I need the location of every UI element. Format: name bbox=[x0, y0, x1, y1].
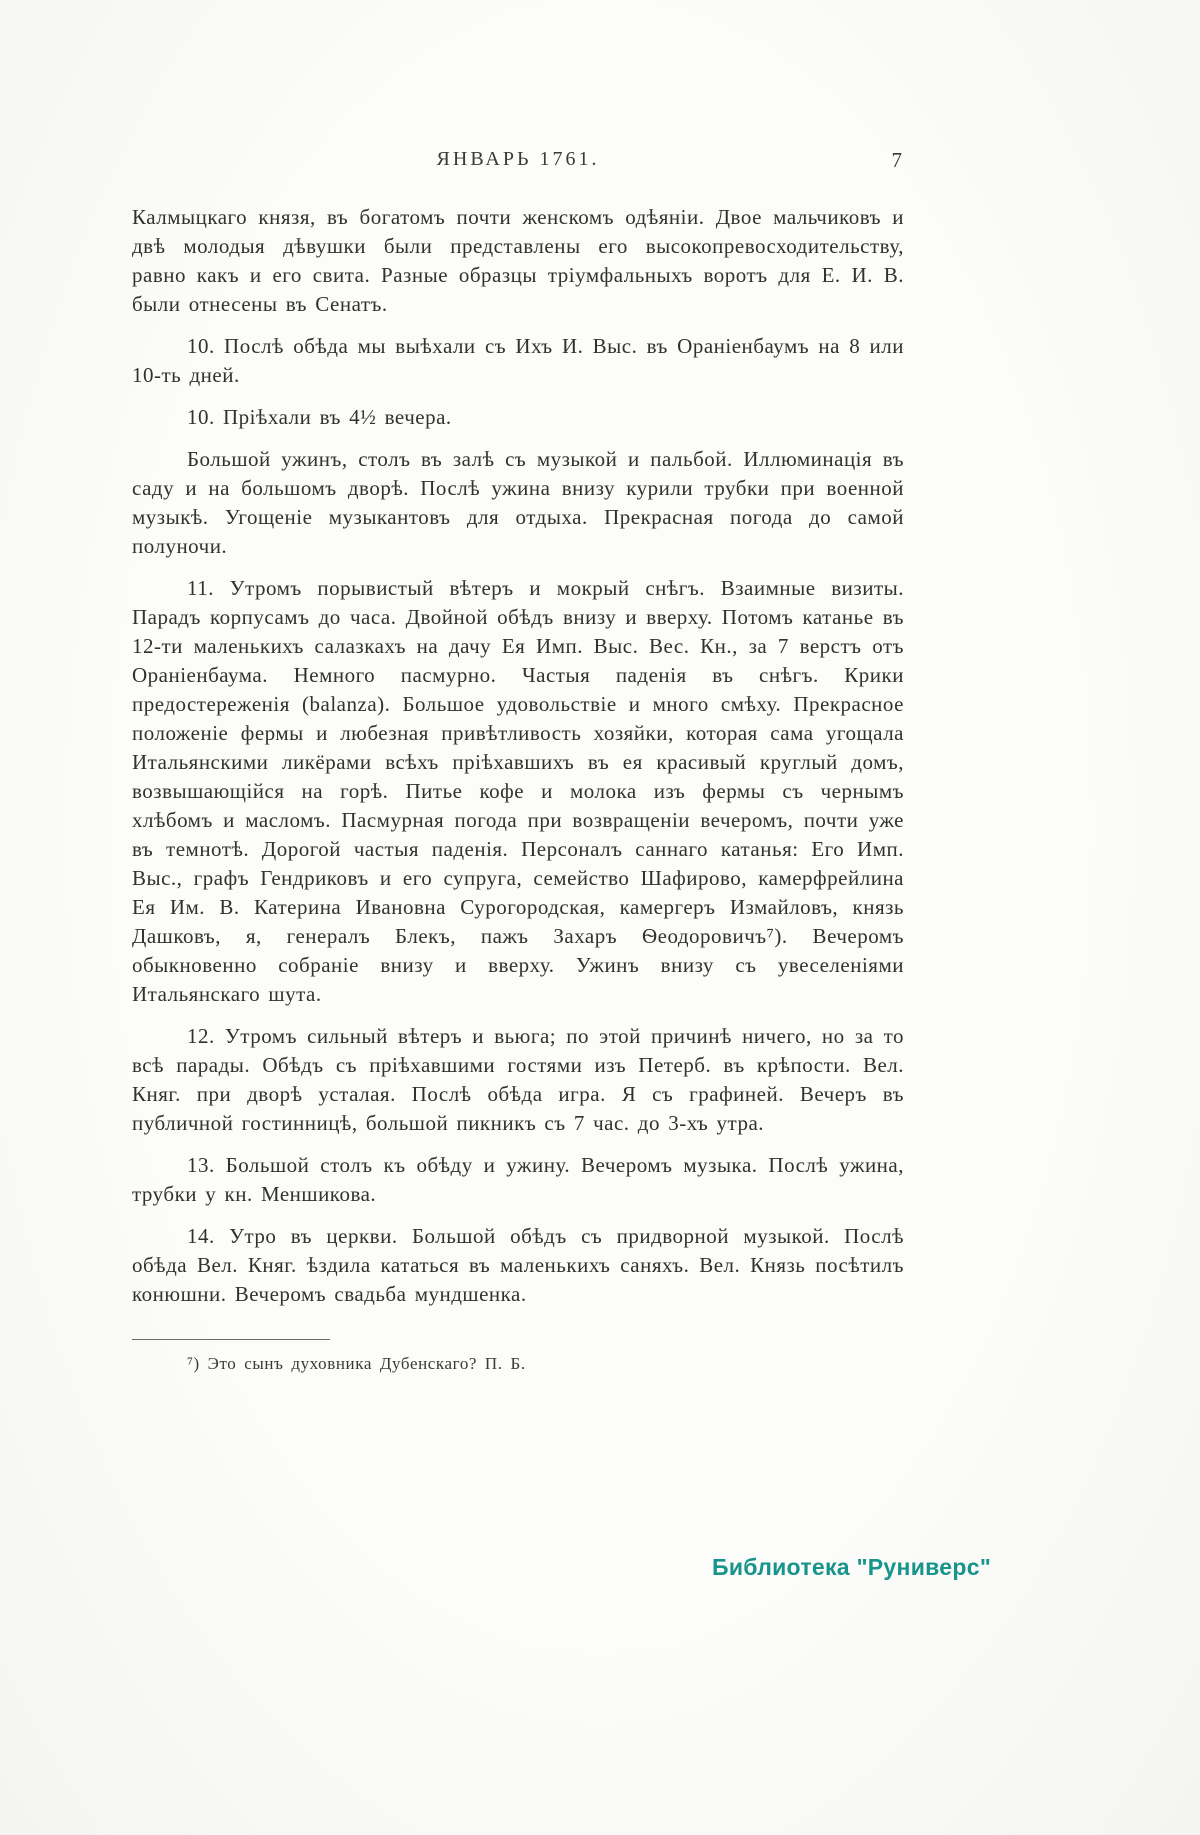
page-header bbox=[132, 148, 904, 176]
footnote: ⁷) Это сынъ духовника Дубенскаго? П. Б. bbox=[187, 1354, 526, 1373]
page-content bbox=[132, 148, 904, 1376]
paragraph: Калмыцкаго князя, въ богатомъ почти женскомъ одѣяніи. Двое мальчиковъ и двѣ молодыя дѣвушки были представлены его высокопревосходительству, равно какъ и его свита. Разные образцы тріумфальныхъ воротъ для Е. И. В. были отнесены въ Сенатъ. bbox=[132, 205, 904, 316]
paragraph: 10. Пріѣхали въ 4½ вечера. bbox=[187, 405, 452, 429]
paragraph: 12. Утромъ сильный вѣтеръ и вьюга; по этой причинѣ ничего, но за то всѣ парады. Обѣдъ съ пріѣхавшими гостями изъ Петерб. въ крѣпости. Вел. Княг. при дворѣ усталая. Послѣ обѣда игра. Я съ графиней. Вечеръ въ публичной гостинницѣ, большой пикникъ съ 7 час. до 3-хъ утра. bbox=[132, 1024, 904, 1135]
paragraph: 11. Утромъ порывистый вѣтеръ и мокрый снѣгъ. Взаимные визиты. Парадъ корпусамъ до часа. Двойной обѣдъ внизу и вверху. Потомъ катанье въ 12-ти маленькихъ салазкахъ на дачу Ея Имп. Выс. Вес. Кн., за 7 верстъ отъ Ораніенбаума. Немного пасмурно. Частыя паденія въ снѣгъ. Крики предостереженія (balanza). Большое удовольствіе и много смѣху. Прекрасное положеніе фермы и любезная привѣтливость хозяйки, которая сама угощала Итальянскими ликёрами всѣхъ пріѣхавшихъ въ ея красивый круглый домъ, возвышающійся на горѣ. Питье кофе и молока изъ фермы съ чернымъ хлѣбомъ и масломъ. Пасмурная погода при возвращеніи вечеромъ, почти уже въ темнотѣ. Дорогой частыя паденія. Персоналъ саннаго катанья: Его Имп. Выс., графъ Гендриковъ и его супруга, семейство Шафирово, камерфрейлина Ея Им. В. Катерина Ивановна Сурогородская, камергеръ Измайловъ, князь Дашковъ, я, генералъ Блекъ, пажъ Захаръ Ѳеодоровичъ⁷). Вечеромъ обыкновенно собраніе внизу и вверху. Ужинъ внизу съ увеселеніями Итальянскаго шута. bbox=[132, 576, 904, 1006]
page-number: 7 bbox=[891, 148, 902, 172]
diary-text bbox=[132, 203, 904, 1309]
running-title: ЯНВАРЬ 1761. bbox=[436, 148, 600, 170]
paragraph: Большой ужинъ, столъ въ залѣ съ музыкой и пальбой. Иллюминація въ саду и на большомъ дворѣ. Послѣ ужина внизу курили трубки при военной музыкѣ. Угощеніе музыкантовъ для отдыха. Прекрасная погода до самой полуночи. bbox=[132, 447, 904, 558]
library-watermark: Библиотека "Руниверс" bbox=[712, 1554, 992, 1580]
footnote-divider bbox=[132, 1339, 330, 1340]
paragraph: 13. Большой столъ къ обѣду и ужину. Вечеромъ музыка. Послѣ ужина, трубки у кн. Меншикова. bbox=[132, 1153, 904, 1206]
paragraph: 14. Утро въ церкви. Большой обѣдъ съ придворной музыкой. Послѣ обѣда Вел. Княг. ѣздила кататься въ маленькихъ саняхъ. Вел. Князь посѣтилъ конюшни. Вечеромъ свадьба мундшенка. bbox=[132, 1224, 904, 1306]
paragraph: 10. Послѣ обѣда мы выѣхали съ Ихъ И. Выс. въ Ораніенбаумъ на 8 или 10-ть дней. bbox=[132, 334, 904, 387]
